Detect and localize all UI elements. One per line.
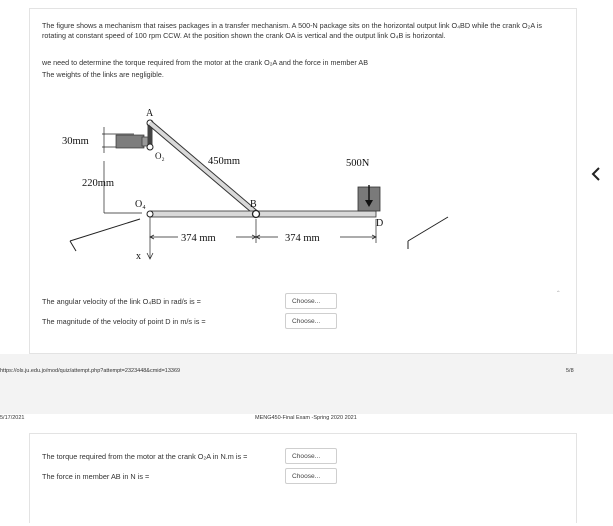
dim-450mm-label: 450mm xyxy=(208,156,241,167)
print-date: 5/17/2021 xyxy=(0,415,25,421)
answer-select-velocity-d[interactable]: Choose... xyxy=(285,313,337,329)
label-A: A xyxy=(146,108,154,119)
ground-left xyxy=(70,219,140,251)
motor xyxy=(116,135,150,148)
page-number: 5/8 xyxy=(566,368,574,374)
ground-right xyxy=(408,217,448,249)
answer-select-angular-velocity[interactable]: Choose... xyxy=(285,293,337,309)
label-O4: O₄ xyxy=(135,199,146,210)
coupler-ab xyxy=(150,123,256,213)
chevron-left-icon[interactable] xyxy=(590,166,602,187)
label-B: B xyxy=(250,199,257,210)
problem-goal: we need to determine the torque required from the motor at the crank O₂A and the force in member AB xyxy=(42,58,369,67)
exam-title: MENG450-Final Exam -Spring 2020 2021 xyxy=(255,415,357,421)
dim-30mm-label: 30mm xyxy=(62,136,89,147)
output-link-o4bd xyxy=(150,211,376,217)
question-velocity-d: The magnitude of the velocity of point D in m/s is = xyxy=(42,317,206,326)
page-gap xyxy=(0,354,613,414)
dim-374mm-left-label: 374 mm xyxy=(181,233,216,244)
mechanism-figure xyxy=(30,101,578,281)
print-url: https://ols.ju.edu.jo/mod/quiz/attempt.php?attempt=2323448&cmid=13369 xyxy=(0,368,181,374)
load-label: 500N xyxy=(346,158,370,169)
answer-select-force-ab[interactable]: Choose... xyxy=(285,468,337,484)
label-O2: O₂ xyxy=(155,151,165,161)
question-angular-velocity: The angular velocity of the link O₄BD in rad/s is = xyxy=(42,297,201,306)
problem-statement: The figure shows a mechanism that raises packages in a transfer mechanism. A 500-N package sits on the horizontal output link O₄BD while the crank O₂A is rotating at constant speed of 100 rpm CCW. At the position shown the crank OA is vertical and the output link O₄B is horizontal. xyxy=(42,21,542,40)
dim-220mm-label: 220mm xyxy=(82,178,115,189)
question-card xyxy=(29,8,577,354)
question-force-ab: The force in member AB in N is = xyxy=(42,472,150,481)
problem-note: The weights of the links are negligible. xyxy=(42,70,164,79)
question-torque: The torque required from the motor at the crank O₂A in N.m is = xyxy=(42,452,248,461)
chevron-up-icon[interactable]: ˆ xyxy=(557,290,560,299)
answer-select-torque[interactable]: Choose... xyxy=(285,448,337,464)
dim-374mm-right-label: 374 mm xyxy=(285,233,320,244)
question-card-continued xyxy=(29,433,577,523)
label-x: x xyxy=(136,251,141,262)
package xyxy=(358,185,380,211)
label-D: D xyxy=(376,218,384,229)
